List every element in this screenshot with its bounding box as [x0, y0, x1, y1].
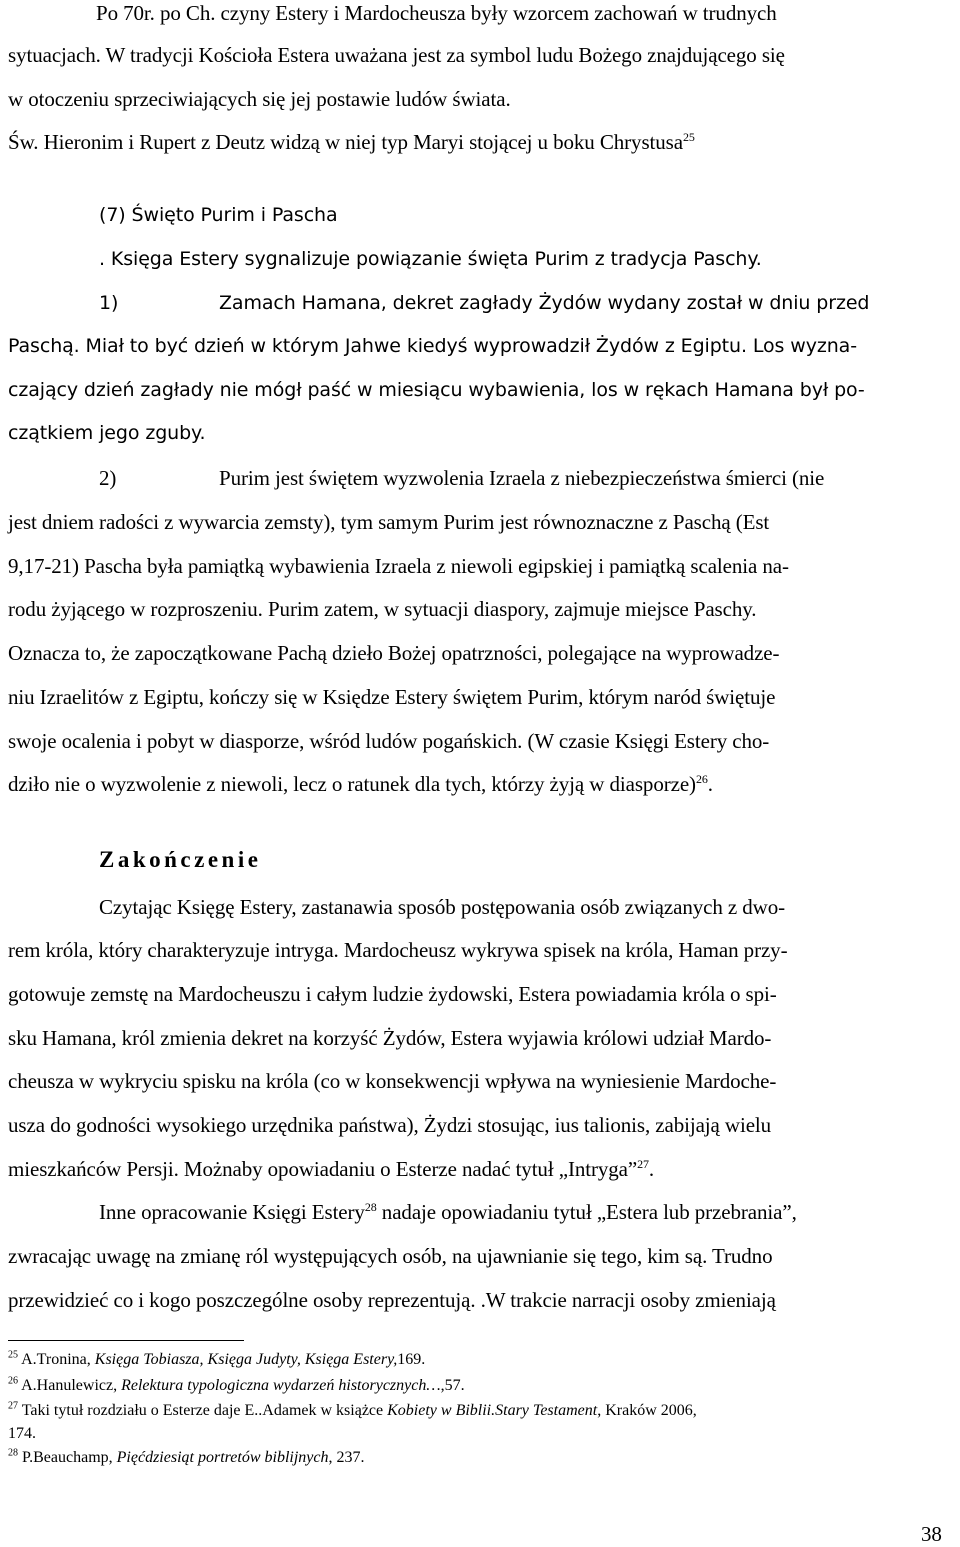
footnote-28: $^{28}$ P.Beauchamp, Pięćdziesiąt portretów biblijnych, 237.	[8, 1447, 365, 1466]
text-line: czający dzień zagłady nie mógł paść w miesiącu wybawienia, los w rękach Hamana był po-	[8, 379, 865, 401]
text-line: niu Izraelitów z Egiptu, kończy się w Księdze Estery świętem Purim, którym naród świętuje	[8, 685, 776, 709]
text-line: dziło nie o wyzwolenie z niewoli, lecz o ratunek dla tych, którzy żyją w diasporze)$^{26}$.	[8, 772, 713, 796]
text-line: Inne opracowanie Księgi Estery$^{28}$ nadaje opowiadaniu tytuł „Estera lub przebrania”,	[99, 1200, 797, 1224]
text-line: jest dniem radości z wywarcia zemsty), tym samym Purim jest równoznaczne z Paschą (Est	[8, 510, 770, 534]
text-line: cheusza w wykryciu spisku na króla (co w konsekwencji wpływa na wyniesienie Mardoche-	[8, 1069, 777, 1093]
footnote-27-cont: 174.	[8, 1425, 36, 1442]
page-number: 38	[921, 1522, 942, 1546]
text-line: usza do godności wysokiego urzędnika państwa), Żydzi stosując, ius talionis, zabijają wielu	[8, 1113, 772, 1137]
text-line: zwracając uwagę na zmianę ról występujących osób, na ujawnianie się tego, kim są. Trudno	[8, 1244, 773, 1268]
text-line: Purim jest świętem wyzwolenia Izraela z niebezpieczeństwa śmierci (nie	[219, 466, 825, 490]
text-line: Św. Hieronim i Rupert z Deutz widzą w niej typ Maryi stojącej u boku Chrystusa$^{25}$	[8, 130, 695, 154]
text-line: rem króla, który charakteryzuje intryga. Mardocheusz wykrywa spisek na króla, Haman przy-	[8, 938, 788, 962]
text-line: gotowuje zemstę na Mardocheuszu i całym ludzie żydowski, Estera powiadamia króla o spi-	[8, 982, 777, 1006]
text-line: Zamach Hamana, dekret zagłady Żydów wydany został w dniu przed	[219, 292, 870, 314]
footnote-ref: 25	[682, 130, 695, 144]
text-line: mieszkańców Persji. Możnaby opowiadaniu o Esterze nadać tytuł „Intryga”$^{27}$.	[8, 1157, 655, 1181]
text-line: Po 70r. po Ch. czyny Estery i Mardocheusza były wzorcem zachowań w trudnych	[96, 1, 777, 25]
footnote-separator	[8, 1340, 244, 1341]
text-line: 9,17-21) Pascha była pamiątką wybawienia Izraela z niewoli egipskiej i pamiątką scalenia na-	[8, 554, 789, 578]
text-line: sytuacjach. W tradycji Kościoła Estera uważana jest za symbol ludu Bożego znajdującego się	[8, 43, 785, 67]
footnote-27: $^{27}$ Taki tytuł rozdziału o Esterze daje E..Adamek w książce Kobiety w Biblii.Stary Testament, Kraków 2006,	[8, 1400, 697, 1419]
chapter-heading: Zakończenie	[99, 847, 262, 872]
text-line: przewidzieć co i kogo poszczególne osoby reprezentują. .W trakcie narracji osoby zmieniają	[8, 1288, 776, 1312]
footnote-25: $^{25}$ A.Tronina, Księga Tobiasza, Księga Judyty, Księga Estery,169.	[8, 1349, 426, 1368]
footnote-ref: 28	[364, 1200, 377, 1214]
text-line: Czytając Księgę Estery, zastanawia sposób postępowania osób związanych z dwo-	[99, 895, 786, 919]
list-number: 2)	[99, 466, 117, 490]
text-line: Oznacza to, że zapoczątkowane Pachą dzieło Bożej opatrzności, polegające na wyprowadze-	[8, 641, 780, 665]
section-heading: (7) Święto Purim i Pascha	[99, 204, 338, 226]
list-number: 1)	[99, 292, 119, 314]
footnote-26: $^{26}$ A.Hanulewicz, Relektura typologiczna wydarzeń historycznych…,57.	[8, 1375, 465, 1394]
text-line: w otoczeniu sprzeciwiających się jej postawie ludów świata.	[8, 87, 511, 111]
text-line: Paschą. Miał to być dzień w którym Jahwe kiedyś wyprowadził Żydów z Egiptu. Los wyzna-	[8, 335, 857, 357]
footnote-ref: 26	[695, 772, 708, 786]
text-line: . Księga Estery sygnalizuje powiązanie święta Purim z tradycja Paschy.	[99, 248, 762, 270]
footnote-ref: 27	[637, 1157, 649, 1171]
text-line: rodu żyjącego w rozproszeniu. Purim zatem, w sytuacji diaspory, zajmuje miejsce Paschy.	[8, 597, 757, 621]
text-line: sku Hamana, król zmienia dekret na korzyść Żydów, Estera wyjawia królowi udział Mardo-	[8, 1026, 772, 1050]
text-line: swoje ocalenia i pobyt w diasporze, wśród ludów pogańskich. (W czasie Księgi Estery cho-	[8, 729, 770, 753]
text-line: czątkiem jego zguby.	[8, 422, 206, 444]
